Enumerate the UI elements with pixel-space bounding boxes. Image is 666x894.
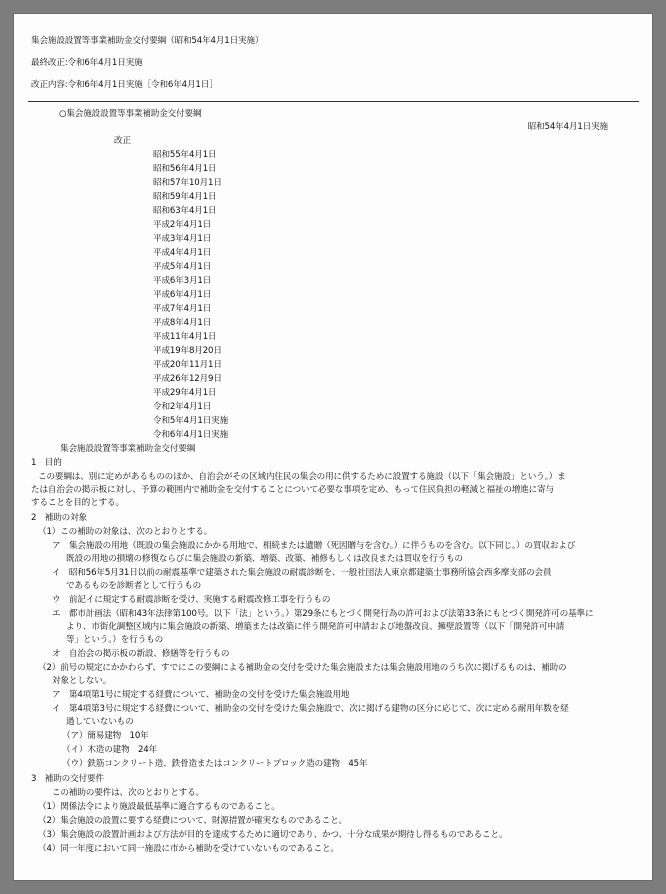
effective-date: 昭和54年4月1日実施 <box>527 122 608 132</box>
revisions-label: 改正 <box>114 136 131 146</box>
revision-date: 平成29年4月1日 <box>153 388 217 398</box>
revision-date: 平成20年11月1日 <box>153 360 222 370</box>
list-item: （2）集会施設の設置に要する経費について、財源措置が確実なものであること。 <box>38 816 347 826</box>
clause-text: ア 集会施設の用地（既設の集会施設にかかる用地で、相続または遺贈（死因贈与を含む。）に伴うものを含む。以下同じ。）の買収および <box>52 541 576 551</box>
list-item: （1）関係法令により施設最低基準に適合するものであること。 <box>38 802 280 812</box>
section-1-text: この要綱は、別に定めがあるもののほか、自治会がその区域内住民の集会の用に供するために設置する施設（以下「集会施設」という。）ま <box>38 472 566 482</box>
header-divider <box>28 101 639 102</box>
last-revision: 最終改正:令和6年4月1日実施 <box>31 58 143 68</box>
clause-text: 過していないもの <box>66 717 134 727</box>
clause-text: ウ 前記イに規定する耐震診断を受け、実施する耐震改修工事を行うもの <box>52 595 331 605</box>
clause-text: オ 自治会の掲示板の新設、修繕等を行うもの <box>52 649 230 659</box>
revision-date: 令和2年4月1日 <box>153 402 212 412</box>
list-item: （イ）木造の建物 24年 <box>62 745 158 755</box>
revision-date: 令和6年4月1日実施 <box>153 430 229 440</box>
clause-text: であるものを診断者として行うもの <box>66 581 202 591</box>
document-title: 集会施設設置等事業補助金交付要綱（昭和54年4月1日実施） <box>31 36 264 46</box>
clause-text: より、市街化調整区域内に集会施設の新築、増築または改築に伴う開発許可申請および地盤改良、擁壁設置等（以下「開発許可申請 <box>66 622 565 632</box>
clause-text: イ 昭和56年5月31日以前の耐震基準で建築された集会施設の耐震診断を、一般社団法人東京都建築士事務所協会西多摩支部の会員 <box>52 568 552 578</box>
revision-date: 昭和59年4月1日 <box>153 192 217 202</box>
clause-text: （1）この補助の対象は、次のとおりとする。 <box>38 527 213 537</box>
revision-date: 昭和57年10月1日 <box>153 178 222 188</box>
section-3-intro: この補助の要件は、次のとおりとする。 <box>52 788 204 798</box>
list-item: （ウ）鉄筋コンクリート造、鉄骨造またはコンクリートブロック造の建物 45年 <box>62 759 368 769</box>
section-1-text: することを目的とする。 <box>31 498 124 508</box>
section-1-text: たは自治会の掲示板に対し、予算の範囲内で補助金を交付することについて必要な事項を定め、もって住民負担の軽減と福祉の増進に寄与 <box>31 485 554 495</box>
list-item: （4）同一年度において同一施設に市から補助を受けていないものであること。 <box>38 844 339 854</box>
revision-date: 平成2年4月1日 <box>153 220 212 230</box>
clause-text: （2）前号の規定にかかわらず、すでにこの要綱による補助金の交付を受けた集会施設または集会施設用地のうち次に掲げるものは、補助の <box>38 663 567 673</box>
clause-text: 等」という。）を行うもの <box>66 635 164 645</box>
revision-date: 令和5年4月1日実施 <box>153 416 229 426</box>
revision-date: 昭和56年4月1日 <box>153 164 217 174</box>
revision-date: 平成6年3月1日 <box>153 276 212 286</box>
section-2-heading: 2 補助の対象 <box>31 513 87 523</box>
list-item: （3）集会施設の設置計画および方法が目的を達成するために適切であり、かつ、十分な成果が期待し得るものであること。 <box>38 830 508 840</box>
revision-date: 平成6年4月1日 <box>153 290 212 300</box>
revision-date: 平成3年4月1日 <box>153 234 212 244</box>
revision-date: 平成7年4月1日 <box>153 304 212 314</box>
clause-text: 対象としない。 <box>52 676 112 686</box>
clause-text: ア 第4項第1号に規定する経費について、補助金の交付を受けた集会施設用地 <box>52 690 350 700</box>
revision-date: 平成4年4月1日 <box>153 248 212 258</box>
clause-text: イ 第4項第3号に規定する経費について、補助金の交付を受けた集会施設で、次に掲げる建物の区分に応じて、次に定める耐用年数を経 <box>52 704 569 714</box>
document-page <box>14 14 652 880</box>
revision-date: 平成11年4月1日 <box>153 332 217 342</box>
revision-date: 平成8年4月1日 <box>153 318 212 328</box>
revision-date: 昭和63年4月1日 <box>153 206 217 216</box>
doc-heading: ○集会施設設置等事業補助金交付要綱 <box>59 109 202 119</box>
clause-text: エ 都市計画法（昭和43年法律第100号。以下「法」という。）第29条にもとづく開発行為の許可および法第33条にもとづく開発許可の基準に <box>52 609 594 619</box>
revision-date: 平成5年4月1日 <box>153 262 212 272</box>
revision-date: 昭和55年4月1日 <box>153 150 217 160</box>
body-title: 集会施設設置等事業補助金交付要綱 <box>60 444 196 454</box>
revision-date: 平成26年12月9日 <box>153 374 222 384</box>
section-1-heading: 1 目的 <box>31 458 62 468</box>
list-item: （ア）簡易建物 10年 <box>62 731 149 741</box>
revision-content: 改正内容:令和6年4月1日実施［令和6年4月1日］ <box>31 80 218 90</box>
clause-text: 既設の用地の損壊の修復ならびに集会施設の新築、増築、改築、補修もしくは改良または買収を行うもの <box>66 554 463 564</box>
section-3-heading: 3 補助の交付要件 <box>31 774 104 784</box>
revision-date: 平成19年8月20日 <box>153 346 222 356</box>
